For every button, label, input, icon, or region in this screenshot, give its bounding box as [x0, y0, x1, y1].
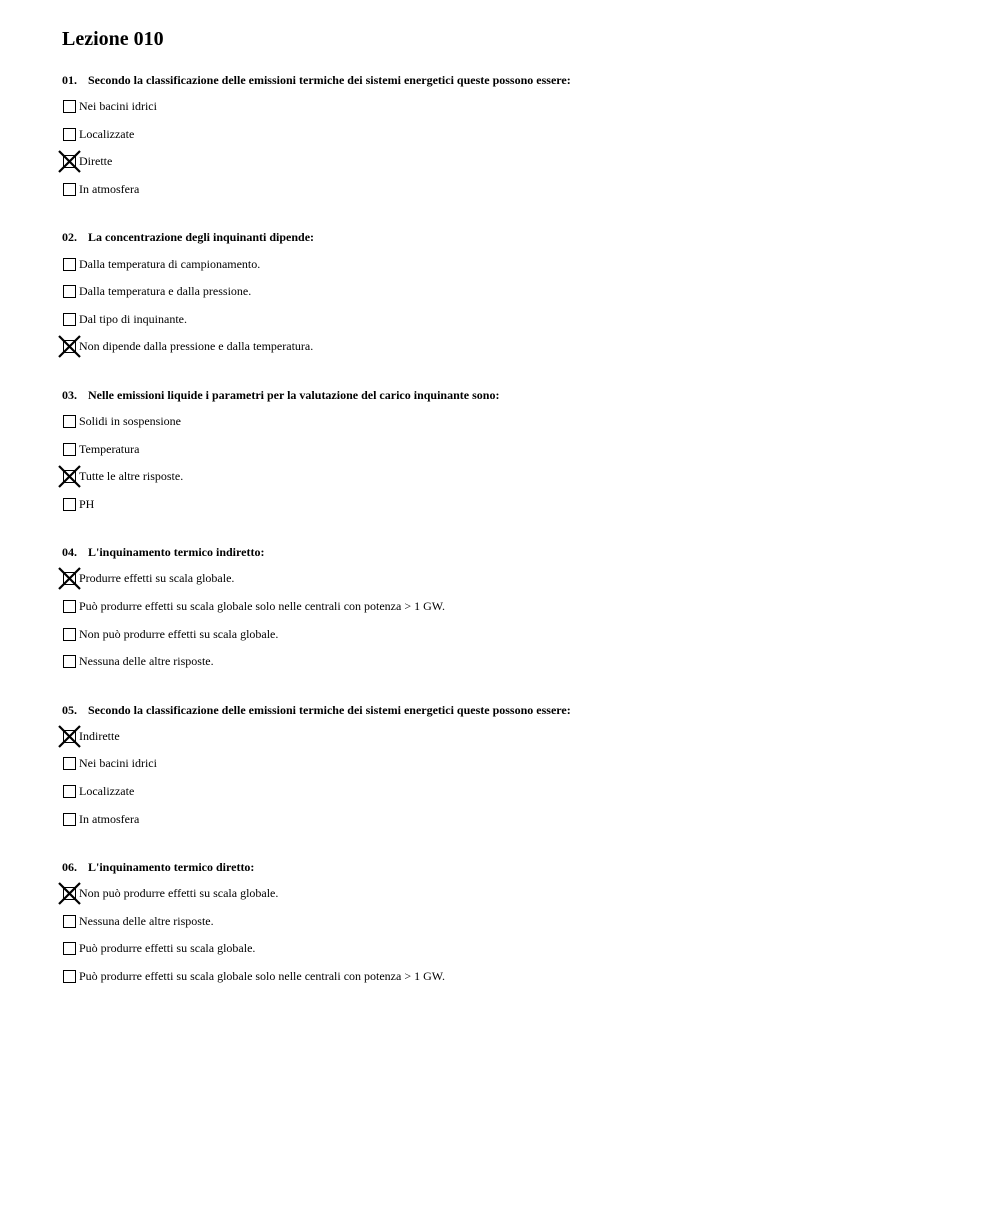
check-cross-icon — [58, 567, 81, 590]
question-04 — [62, 545, 962, 675]
question-text — [62, 545, 962, 560]
answer-label: PH — [79, 496, 95, 511]
answer-label: Localizzate — [79, 126, 135, 141]
question-label: Secondo la classificazione delle emissioni termiche dei sistemi energetici queste possono essere: — [88, 73, 571, 87]
answer-option-4[interactable] — [62, 648, 962, 676]
answer-option-2[interactable] — [62, 750, 962, 778]
answer-checkbox[interactable] — [63, 600, 76, 613]
answer-option-4[interactable] — [62, 333, 962, 361]
question-text — [62, 860, 962, 875]
answer-checkbox[interactable] — [63, 730, 76, 743]
question-number: 02. — [62, 230, 77, 245]
question-03 — [62, 388, 962, 518]
answer-option-4[interactable] — [62, 491, 962, 519]
question-01 — [62, 73, 962, 203]
answer-label: Può produrre effetti su scala globale solo nelle centrali con potenza > 1 GW. — [79, 968, 445, 983]
answer-checkbox[interactable] — [63, 128, 76, 141]
answer-option-3[interactable] — [62, 778, 962, 806]
answer-label: Non può produrre effetti su scala globale. — [79, 626, 279, 641]
answer-label: Dal tipo di inquinante. — [79, 311, 187, 326]
answer-checkbox[interactable] — [63, 498, 76, 511]
answer-option-1[interactable] — [62, 250, 962, 278]
question-text — [62, 703, 962, 718]
question-text — [62, 73, 962, 88]
check-cross-icon — [58, 465, 81, 488]
question-label: L'inquinamento termico diretto: — [88, 859, 255, 874]
answer-option-2[interactable] — [62, 907, 962, 935]
answer-label: Nessuna delle altre risposte. — [79, 654, 214, 669]
question-number: 06. — [62, 859, 77, 874]
answer-option-3[interactable] — [62, 148, 962, 176]
question-label: Nelle emissioni liquide i parametri per la valutazione del carico inquinante sono: — [88, 387, 500, 402]
answer-checkbox[interactable] — [63, 443, 76, 456]
answer-option-3[interactable] — [62, 463, 962, 491]
answer-checkbox[interactable] — [63, 887, 76, 900]
question-text — [62, 230, 962, 245]
option-list — [62, 723, 962, 833]
question-05 — [62, 703, 962, 833]
question-02 — [62, 230, 962, 360]
question-label: L'inquinamento termico indiretto: — [88, 545, 265, 560]
answer-checkbox[interactable] — [63, 155, 76, 168]
option-list — [62, 880, 962, 990]
answer-checkbox[interactable] — [63, 100, 76, 113]
answer-checkbox[interactable] — [63, 285, 76, 298]
answer-checkbox[interactable] — [63, 915, 76, 928]
answer-label: Localizzate — [79, 783, 135, 798]
question-number: 04. — [62, 545, 77, 560]
answer-option-2[interactable] — [62, 278, 962, 306]
question-number: 05. — [62, 702, 77, 717]
answer-option-3[interactable] — [62, 620, 962, 648]
option-list — [62, 565, 962, 675]
answer-label: Dalla temperatura e dalla pressione. — [79, 284, 252, 299]
answer-option-2[interactable] — [62, 593, 962, 621]
check-cross-icon — [58, 150, 81, 173]
question-label: La concentrazione degli inquinanti dipende: — [88, 230, 315, 245]
question-label: Secondo la classificazione delle emissioni termiche dei sistemi energetici queste possono essere: — [88, 702, 571, 717]
option-list — [62, 250, 962, 360]
answer-label: Non dipende dalla pressione e dalla temperatura. — [79, 339, 314, 354]
answer-checkbox[interactable] — [63, 572, 76, 585]
answer-checkbox[interactable] — [63, 628, 76, 641]
answer-label: Può produrre effetti su scala globale. — [79, 941, 256, 956]
quiz-page — [62, 26, 962, 990]
answer-checkbox[interactable] — [63, 942, 76, 955]
answer-checkbox[interactable] — [63, 415, 76, 428]
check-cross-icon — [58, 882, 81, 905]
answer-label: Dalla temperatura di campionamento. — [79, 256, 261, 271]
answer-checkbox[interactable] — [63, 258, 76, 271]
answer-checkbox[interactable] — [63, 785, 76, 798]
answer-label: Nei bacini idrici — [79, 99, 157, 114]
answer-option-1[interactable] — [62, 880, 962, 908]
answer-checkbox[interactable] — [63, 470, 76, 483]
page-title: Lezione 010 — [62, 28, 164, 50]
answer-option-4[interactable] — [62, 963, 962, 991]
question-number: 03. — [62, 387, 77, 402]
answer-label: Può produrre effetti su scala globale solo nelle centrali con potenza > 1 GW. — [79, 599, 445, 614]
question-list — [62, 73, 962, 990]
answer-label: In atmosfera — [79, 182, 140, 197]
answer-label: Indirette — [79, 728, 120, 743]
answer-label: Nei bacini idrici — [79, 756, 157, 771]
answer-checkbox[interactable] — [63, 757, 76, 770]
answer-label: Produrre effetti su scala globale. — [79, 571, 235, 586]
answer-checkbox[interactable] — [63, 813, 76, 826]
answer-option-1[interactable] — [62, 565, 962, 593]
answer-option-2[interactable] — [62, 121, 962, 149]
answer-label: Solidi in sospensione — [79, 414, 182, 429]
option-list — [62, 93, 962, 203]
answer-option-1[interactable] — [62, 93, 962, 121]
answer-label: Non può produrre effetti su scala globale. — [79, 886, 279, 901]
answer-option-3[interactable] — [62, 306, 962, 334]
option-list — [62, 408, 962, 518]
answer-option-3[interactable] — [62, 935, 962, 963]
answer-label: In atmosfera — [79, 811, 140, 826]
answer-label: Tutte le altre risposte. — [79, 469, 184, 484]
answer-checkbox[interactable] — [63, 970, 76, 983]
answer-checkbox[interactable] — [63, 655, 76, 668]
check-cross-icon — [58, 725, 81, 748]
check-cross-icon — [58, 335, 81, 358]
answer-option-1[interactable] — [62, 408, 962, 436]
answer-checkbox[interactable] — [63, 313, 76, 326]
answer-checkbox[interactable] — [63, 183, 76, 196]
question-text — [62, 388, 962, 403]
answer-label: Temperatura — [79, 441, 140, 456]
question-number: 01. — [62, 73, 77, 87]
question-06 — [62, 860, 962, 990]
answer-option-2[interactable] — [62, 435, 962, 463]
answer-checkbox[interactable] — [63, 340, 76, 353]
answer-label: Nessuna delle altre risposte. — [79, 913, 214, 928]
answer-option-4[interactable] — [62, 176, 962, 204]
answer-option-4[interactable] — [62, 805, 962, 833]
answer-option-1[interactable] — [62, 723, 962, 751]
answer-label: Dirette — [79, 154, 113, 169]
